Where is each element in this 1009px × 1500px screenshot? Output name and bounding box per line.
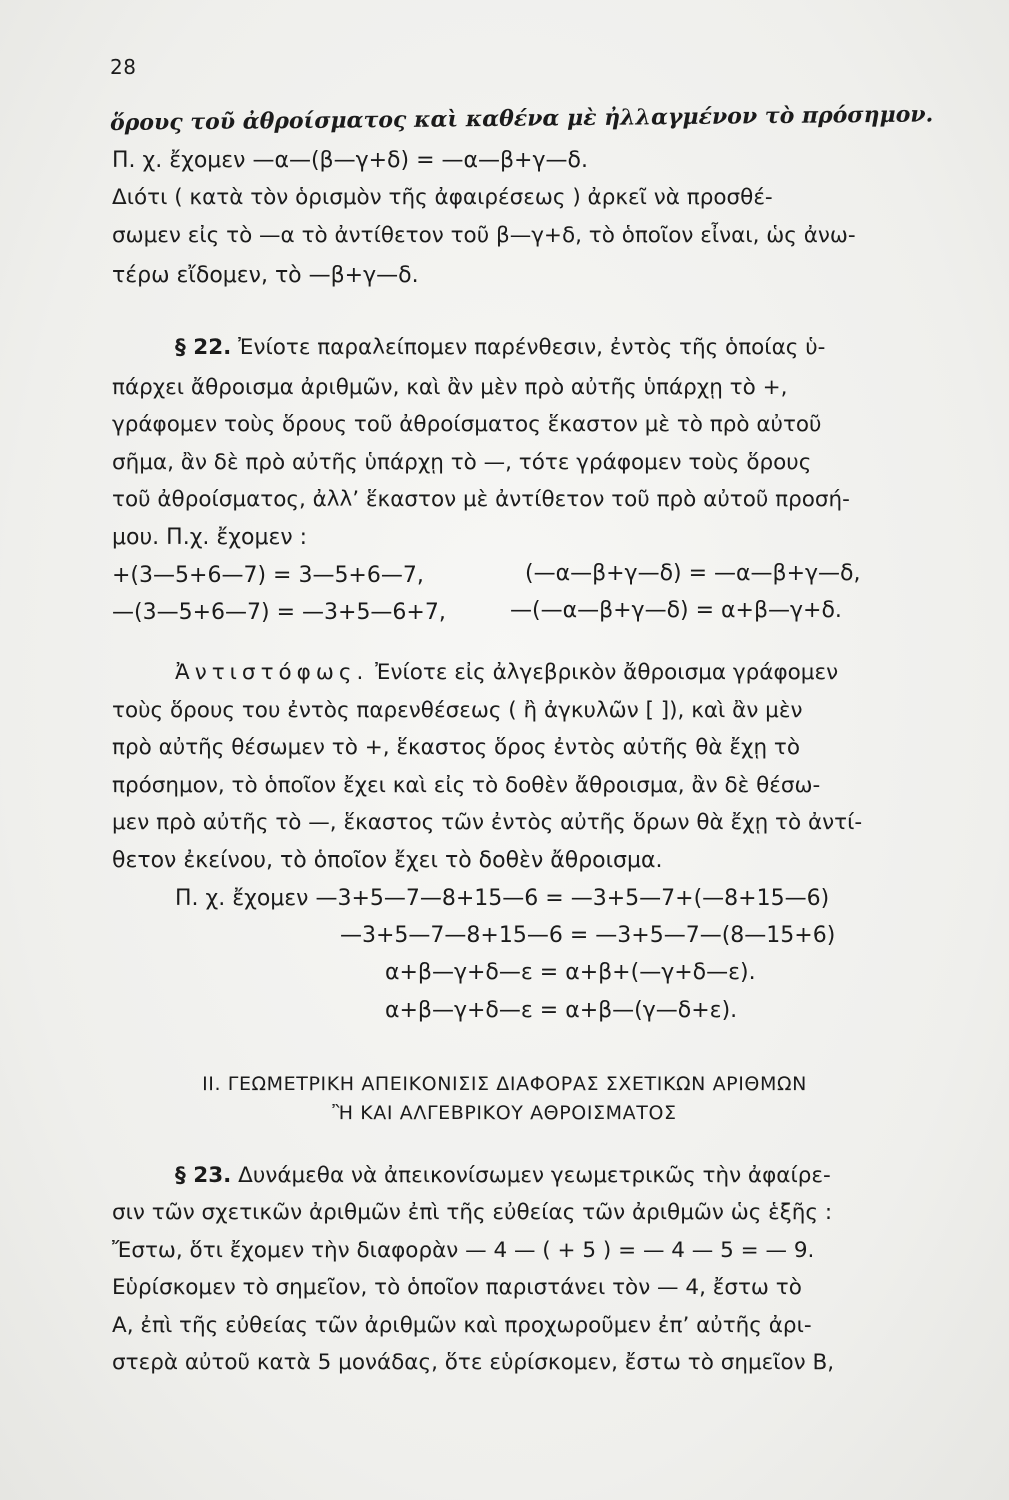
text-line: σιν τῶν σχετικῶν ἀριθμῶν ἐπὶ τῆς εὐθείας τῶν ἀριθμῶν ὡς ἑξῆς : — [112, 1200, 833, 1225]
text-line: πάρχει ἄθροισμα ἀριθμῶν, καὶ ἂν μὲν πρὸ αὐτῆς ὑπάρχῃ τὸ +, — [112, 375, 788, 400]
section-23-line — [175, 1165, 831, 1187]
equation: (—α—β+γ—δ) = —α—β+γ—δ, — [525, 561, 861, 586]
text-span: Ἐνίοτε εἰς ἀλγεβρικὸν ἄθροισμα γράφομεν — [375, 660, 839, 685]
chapter-heading-line1: ΙΙ. ΓΕΩΜΕΤΡΙΚΗ ΑΠΕΙΚΟΝΙΣΙΣ ΔΙΑΦΟΡΑΣ ΣΧΕΤΙΚΩΝ ΑΡΙΘΜΩΝ — [202, 1073, 807, 1095]
equation: —(—α—β+γ—δ) = α+β—γ+δ. — [510, 598, 842, 623]
text-line: γράφομεν τοὺς ὅρους τοῦ ἀθροίσματος ἕκαστον μὲ τὸ πρὸ αὐτοῦ — [112, 412, 822, 437]
text-span: Ἐνίοτε παραλείπομεν παρένθεσιν, ἐντὸς τῆς ὁποίας ὑ- — [238, 335, 826, 360]
section-label: § 23. — [175, 1163, 232, 1188]
chapter-heading-line2: Ἢ ΚΑΙ ΑΛΓΕΒΡΙΚΟΥ ΑΘΡΟΙΣΜΑΤΟΣ — [332, 1102, 677, 1124]
text-line: Εὑρίσκομεν τὸ σημεῖον, τὸ ὁποῖον παριστάνει τὸν — 4, ἔστω τὸ — [112, 1275, 802, 1300]
converse-line — [175, 662, 838, 684]
text-line: στερὰ αὐτοῦ κατὰ 5 μονάδας, ὅτε εὑρίσκομεν, ἔστω τὸ σημεῖον Β, — [112, 1350, 835, 1375]
text-line: Διότι ( κατὰ τὸν ὁρισμὸν τῆς ἀφαιρέσεως ) ἀρκεῖ νὰ προσθέ- — [112, 185, 773, 210]
equation: α+β—γ+δ—ε = α+β+(—γ+δ—ε). — [385, 960, 756, 985]
text-line: σωμεν εἰς τὸ —α τὸ ἀντίθετον τοῦ β—γ+δ, τὸ ὁποῖον εἶναι, ὡς ἀνω- — [112, 223, 856, 248]
equation: —3+5—7—8+15—6 = —3+5—7—(8—15+6) — [340, 923, 836, 948]
page-number: 28 — [110, 55, 137, 79]
text-line: ὅρους τοῦ ἀθροίσματος καὶ καθένα μὲ ἠλλαγμένον τὸ πρόσημον. — [109, 101, 934, 136]
equation: Π. χ. ἔχομεν —3+5—7—8+15—6 = —3+5—7+(—8+15—6) — [175, 886, 830, 911]
text-line: Π. χ. ἔχομεν —α—(β—γ+δ) = —α—β+γ—δ. — [112, 148, 588, 173]
text-span: Δυνάμεθα νὰ ἀπεικονίσωμεν γεωμετρικῶς τὴν ἀφαίρε- — [238, 1163, 831, 1188]
text-line: πρόσημον, τὸ ὁποῖον ἔχει καὶ εἰς τὸ δοθὲν ἄθροισμα, ἂν δὲ θέσω- — [112, 773, 821, 798]
equation: —(3—5+6—7) = —3+5—6+7, — [112, 600, 446, 625]
text-line: τέρω εἴδομεν, τὸ —β+γ—δ. — [112, 263, 419, 288]
text-line: τοὺς ὅρους του ἐντὸς παρενθέσεως ( ἢ ἀγκυλῶν [ ]), καὶ ἂν μὲν — [112, 698, 803, 723]
equation: +(3—5+6—7) = 3—5+6—7, — [112, 563, 424, 588]
section-label: § 22. — [175, 335, 232, 360]
converse-label: Ἀντιστόφως. — [175, 660, 369, 685]
text-line: θετον ἐκείνου, τὸ ὁποῖον ἔχει τὸ δοθὲν ἄθροισμα. — [112, 848, 663, 873]
text-line: Α, ἐπὶ τῆς εὐθείας τῶν ἀριθμῶν καὶ προχωροῦμεν ἐπ’ αὐτῆς ἀρι- — [112, 1313, 812, 1338]
text-line: Ἔστω, ὅτι ἔχομεν τὴν διαφορὰν — 4 — ( + 5 ) = — 4 — 5 = — 9. — [112, 1238, 815, 1263]
section-22-line — [175, 337, 825, 359]
text-line: σῆμα, ἂν δὲ πρὸ αὐτῆς ὑπάρχῃ τὸ —, τότε γράφομεν τοὺς ὅρους — [112, 450, 812, 475]
equation: α+β—γ+δ—ε = α+β—(γ—δ+ε). — [385, 998, 738, 1023]
text-line: τοῦ ἀθροίσματος, ἀλλ’ ἕκαστον μὲ ἀντίθετον τοῦ πρὸ αὐτοῦ προσή- — [112, 487, 850, 512]
text-line: μου. Π.χ. ἔχομεν : — [112, 525, 308, 550]
text-line: πρὸ αὐτῆς θέσωμεν τὸ +, ἕκαστος ὅρος ἐντὸς αὐτῆς θὰ ἔχῃ τὸ — [112, 735, 801, 760]
text-line: μεν πρὸ αὐτῆς τὸ —, ἕκαστος τῶν ἐντὸς αὐτῆς ὅρων θὰ ἔχῃ τὸ ἀντί- — [112, 810, 863, 835]
